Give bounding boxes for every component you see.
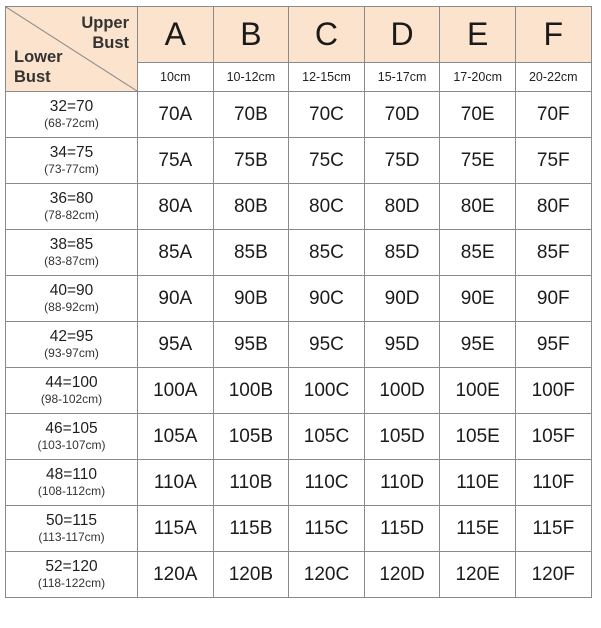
size-cell-d: 85D <box>364 230 440 276</box>
size-cell-a: 85A <box>138 230 214 276</box>
size-cell-a: 75A <box>138 138 214 184</box>
band-size: 46=105 <box>45 419 98 437</box>
band-size: 50=115 <box>45 511 97 529</box>
size-cell-e: 90E <box>440 276 516 322</box>
band-cm-range: (103-107cm) <box>37 437 106 452</box>
size-cell-c: 120C <box>289 552 365 598</box>
size-cell-b: 90B <box>213 276 289 322</box>
size-cell-b: 80B <box>213 184 289 230</box>
cup-letter-c: C <box>289 7 365 63</box>
size-cell-f: 95F <box>515 322 591 368</box>
table-row <box>6 184 592 230</box>
band-size: 44=100 <box>45 373 98 391</box>
size-cell-a: 70A <box>138 92 214 138</box>
lower-bust-line2: Bust <box>14 68 51 86</box>
band-size: 48=110 <box>45 465 97 483</box>
band-cm-range: (98-102cm) <box>40 391 103 406</box>
size-cell-d: 80D <box>364 184 440 230</box>
size-cell-e: 110E <box>440 460 516 506</box>
size-cell-f: 90F <box>515 276 591 322</box>
size-cell-e: 115E <box>440 506 516 552</box>
size-cell-d: 90D <box>364 276 440 322</box>
size-cell-f: 110F <box>515 460 591 506</box>
band-size: 32=70 <box>49 97 94 115</box>
cup-letter-f: F <box>515 7 591 63</box>
size-cell-f: 100F <box>515 368 591 414</box>
bra-size-table <box>5 6 592 598</box>
size-cell-a: 90A <box>138 276 214 322</box>
size-cell-c: 75C <box>289 138 365 184</box>
size-cell-d: 75D <box>364 138 440 184</box>
size-cell-e: 120E <box>440 552 516 598</box>
size-cell-d: 120D <box>364 552 440 598</box>
table-row <box>6 138 592 184</box>
size-cell-d: 105D <box>364 414 440 460</box>
cup-letter-b: B <box>213 7 289 63</box>
cup-range-b: 10-12cm <box>213 63 289 92</box>
size-cell-e: 75E <box>440 138 516 184</box>
band-size: 42=95 <box>49 327 94 345</box>
cup-range-a: 10cm <box>138 63 214 92</box>
cup-range-f: 20-22cm <box>515 63 591 92</box>
cup-range-e: 17-20cm <box>440 63 516 92</box>
lower-bust-cell <box>6 230 138 276</box>
cup-letter-a: A <box>138 7 214 63</box>
table-row <box>6 414 592 460</box>
table-row <box>6 92 592 138</box>
size-cell-d: 100D <box>364 368 440 414</box>
lower-bust-line1: Lower <box>14 48 63 66</box>
table-row <box>6 230 592 276</box>
size-cell-b: 110B <box>213 460 289 506</box>
size-cell-b: 70B <box>213 92 289 138</box>
size-cell-e: 85E <box>440 230 516 276</box>
table-row <box>6 552 592 598</box>
band-size: 38=85 <box>49 235 94 253</box>
size-cell-e: 105E <box>440 414 516 460</box>
size-chart <box>5 6 591 598</box>
table-row <box>6 322 592 368</box>
size-cell-f: 115F <box>515 506 591 552</box>
size-cell-f: 80F <box>515 184 591 230</box>
size-cell-f: 75F <box>515 138 591 184</box>
cup-letter-e: E <box>440 7 516 63</box>
table-row <box>6 276 592 322</box>
size-cell-d: 115D <box>364 506 440 552</box>
band-size: 34=75 <box>49 143 94 161</box>
size-cell-b: 115B <box>213 506 289 552</box>
lower-bust-cell <box>6 184 138 230</box>
size-cell-c: 110C <box>289 460 365 506</box>
corner-header-cell <box>6 7 138 92</box>
band-cm-range: (73-77cm) <box>44 161 99 176</box>
table-row <box>6 460 592 506</box>
cup-letter-d: D <box>364 7 440 63</box>
lower-bust-cell <box>6 552 138 598</box>
size-cell-f: 105F <box>515 414 591 460</box>
size-cell-c: 115C <box>289 506 365 552</box>
size-cell-b: 105B <box>213 414 289 460</box>
size-cell-d: 70D <box>364 92 440 138</box>
band-cm-range: (118-122cm) <box>37 575 106 590</box>
size-cell-c: 95C <box>289 322 365 368</box>
size-cell-c: 85C <box>289 230 365 276</box>
size-cell-f: 70F <box>515 92 591 138</box>
size-cell-e: 80E <box>440 184 516 230</box>
lower-bust-cell <box>6 276 138 322</box>
band-cm-range: (68-72cm) <box>44 115 99 130</box>
size-cell-c: 105C <box>289 414 365 460</box>
lower-bust-cell <box>6 92 138 138</box>
band-cm-range: (113-117cm) <box>38 529 105 544</box>
band-cm-range: (78-82cm) <box>44 207 99 222</box>
lower-bust-cell <box>6 322 138 368</box>
band-cm-range: (93-97cm) <box>44 345 99 360</box>
size-cell-b: 85B <box>213 230 289 276</box>
size-cell-a: 115A <box>138 506 214 552</box>
upper-bust-label <box>81 13 129 53</box>
size-cell-e: 70E <box>440 92 516 138</box>
size-cell-a: 95A <box>138 322 214 368</box>
size-cell-c: 90C <box>289 276 365 322</box>
band-cm-range: (108-112cm) <box>37 483 106 498</box>
size-cell-d: 110D <box>364 460 440 506</box>
size-cell-e: 100E <box>440 368 516 414</box>
lower-bust-cell <box>6 368 138 414</box>
size-cell-c: 100C <box>289 368 365 414</box>
size-cell-b: 120B <box>213 552 289 598</box>
upper-bust-line2: Bust <box>92 34 129 52</box>
size-cell-b: 100B <box>213 368 289 414</box>
cup-range-c: 12-15cm <box>289 63 365 92</box>
size-cell-a: 105A <box>138 414 214 460</box>
size-cell-a: 110A <box>138 460 214 506</box>
lower-bust-cell <box>6 506 138 552</box>
size-cell-c: 80C <box>289 184 365 230</box>
size-cell-c: 70C <box>289 92 365 138</box>
table-row <box>6 368 592 414</box>
size-cell-f: 85F <box>515 230 591 276</box>
lower-bust-cell <box>6 414 138 460</box>
table-row <box>6 506 592 552</box>
size-cell-e: 95E <box>440 322 516 368</box>
size-cell-a: 100A <box>138 368 214 414</box>
cup-range-d: 15-17cm <box>364 63 440 92</box>
lower-bust-cell <box>6 138 138 184</box>
lower-bust-cell <box>6 460 138 506</box>
band-size: 40=90 <box>49 281 94 299</box>
size-cell-b: 95B <box>213 322 289 368</box>
size-cell-f: 120F <box>515 552 591 598</box>
size-cell-d: 95D <box>364 322 440 368</box>
upper-bust-line1: Upper <box>81 14 129 32</box>
band-size: 36=80 <box>49 189 94 207</box>
band-cm-range: (83-87cm) <box>44 253 99 268</box>
band-cm-range: (88-92cm) <box>44 299 99 314</box>
band-size: 52=120 <box>45 557 98 575</box>
size-cell-a: 120A <box>138 552 214 598</box>
lower-bust-label <box>14 47 63 87</box>
size-cell-a: 80A <box>138 184 214 230</box>
cup-header-row <box>6 7 592 63</box>
size-cell-b: 75B <box>213 138 289 184</box>
